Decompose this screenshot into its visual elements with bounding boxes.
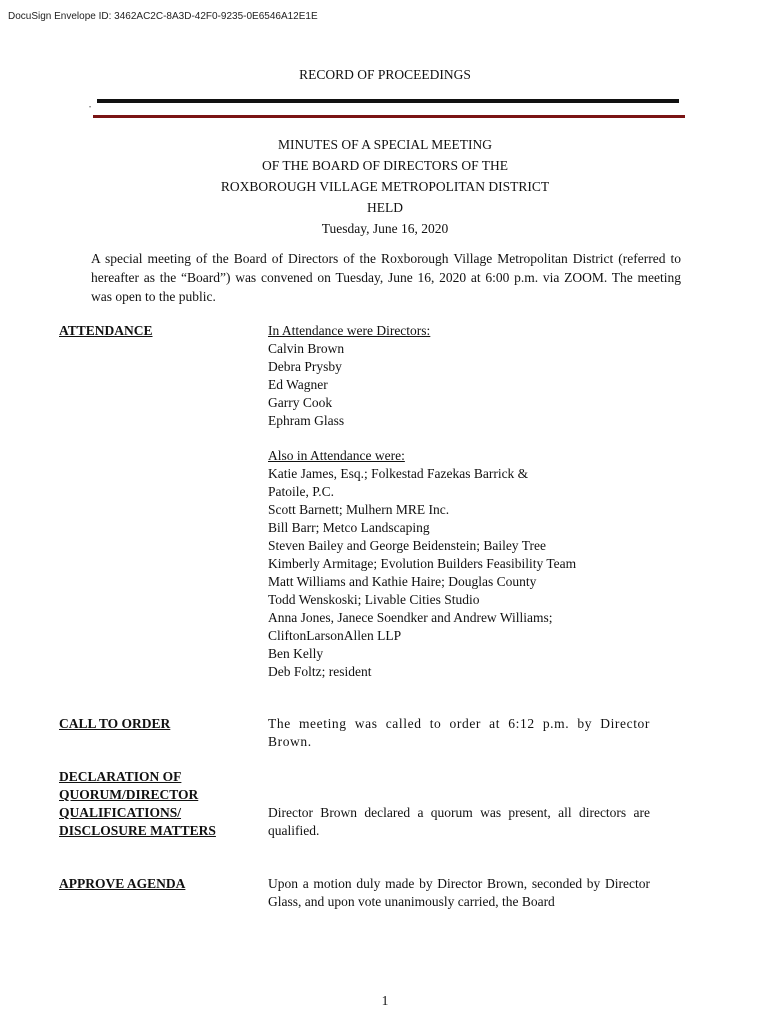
director-name: Ed Wagner bbox=[268, 377, 328, 392]
heading-line-4: HELD bbox=[367, 200, 403, 215]
page-number: 1 bbox=[381, 993, 389, 1008]
attendee-line: Matt Williams and Kathie Haire; Douglas County bbox=[268, 574, 537, 589]
director-name: Ephram Glass bbox=[268, 413, 345, 428]
declaration-label-line: QUALIFICATIONS/ bbox=[59, 805, 182, 820]
intro-paragraph: A special meeting of the Board of Directors of the Roxborough Village Metropolitan District (referred to hereafter as the “Board”) was convened on Tuesday, June 16, 2020 at 6:00 p.m. via ZOOM. The meeting was open to the public. bbox=[91, 251, 681, 304]
director-name: Debra Prysby bbox=[268, 359, 342, 374]
heading-line-3: ROXBOROUGH VILLAGE METROPOLITAN DISTRICT bbox=[220, 179, 550, 194]
record-title: RECORD OF PROCEEDINGS bbox=[299, 67, 471, 82]
approve-agenda-text: Upon a motion duly made by Director Brown, seconded by Director Glass, and upon vote unanimously carried, the Board bbox=[268, 876, 650, 909]
declaration-label-line: DECLARATION OF bbox=[59, 769, 182, 784]
attendee-line: Ben Kelly bbox=[268, 646, 324, 661]
attendee-line: Todd Wenskoski; Livable Cities Studio bbox=[268, 592, 480, 607]
attendee-line: Scott Barnett; Mulhern MRE Inc. bbox=[268, 502, 450, 517]
attendee-line: CliftonLarsonAllen LLP bbox=[268, 628, 402, 643]
declaration-label-line: DISCLOSURE MATTERS bbox=[59, 823, 216, 838]
header-rule-black bbox=[97, 99, 679, 103]
directors-list bbox=[268, 322, 430, 430]
also-attending-heading: Also in Attendance were: bbox=[268, 448, 405, 463]
call-to-order-label: CALL TO ORDER bbox=[59, 716, 171, 731]
also-attending-list bbox=[268, 447, 576, 681]
declaration-text: Director Brown declared a quorum was present, all directors are qualified. bbox=[268, 805, 650, 838]
directors-heading: In Attendance were Directors: bbox=[268, 323, 431, 338]
attendee-line: Kimberly Armitage; Evolution Builders Feasibility Team bbox=[268, 556, 577, 571]
call-to-order-text: The meeting was called to order at 6:12 p.m. by Director Brown. bbox=[268, 716, 650, 749]
attendee-line: Katie James, Esq.; Folkestad Fazekas Barrick & bbox=[268, 466, 529, 481]
heading-line-2: OF THE BOARD OF DIRECTORS OF THE bbox=[261, 158, 509, 173]
attendee-line: Bill Barr; Metco Landscaping bbox=[268, 520, 430, 535]
declaration-label bbox=[59, 768, 216, 840]
minutes-heading bbox=[0, 134, 770, 239]
rule-mark: • bbox=[89, 105, 92, 111]
declaration-label-line: QUORUM/DIRECTOR bbox=[59, 787, 199, 802]
docusign-envelope-id: DocuSign Envelope ID: 3462AC2C-8A3D-42F0-9235-0E6546A12E1E bbox=[8, 11, 318, 22]
meeting-date: Tuesday, June 16, 2020 bbox=[321, 221, 449, 236]
approve-agenda-label: APPROVE AGENDA bbox=[59, 876, 186, 891]
attendee-line: Anna Jones, Janece Soendker and Andrew Williams; bbox=[268, 610, 553, 625]
attendee-line: Patoile, P.C. bbox=[268, 484, 335, 499]
attendee-line: Deb Foltz; resident bbox=[268, 664, 372, 679]
director-name: Calvin Brown bbox=[268, 341, 345, 356]
director-name: Garry Cook bbox=[268, 395, 333, 410]
header-rule-red bbox=[93, 115, 685, 118]
heading-line-1: MINUTES OF A SPECIAL MEETING bbox=[277, 137, 492, 152]
attendance-label: ATTENDANCE bbox=[59, 323, 153, 338]
attendee-line: Steven Bailey and George Beidenstein; Bailey Tree bbox=[268, 538, 546, 553]
